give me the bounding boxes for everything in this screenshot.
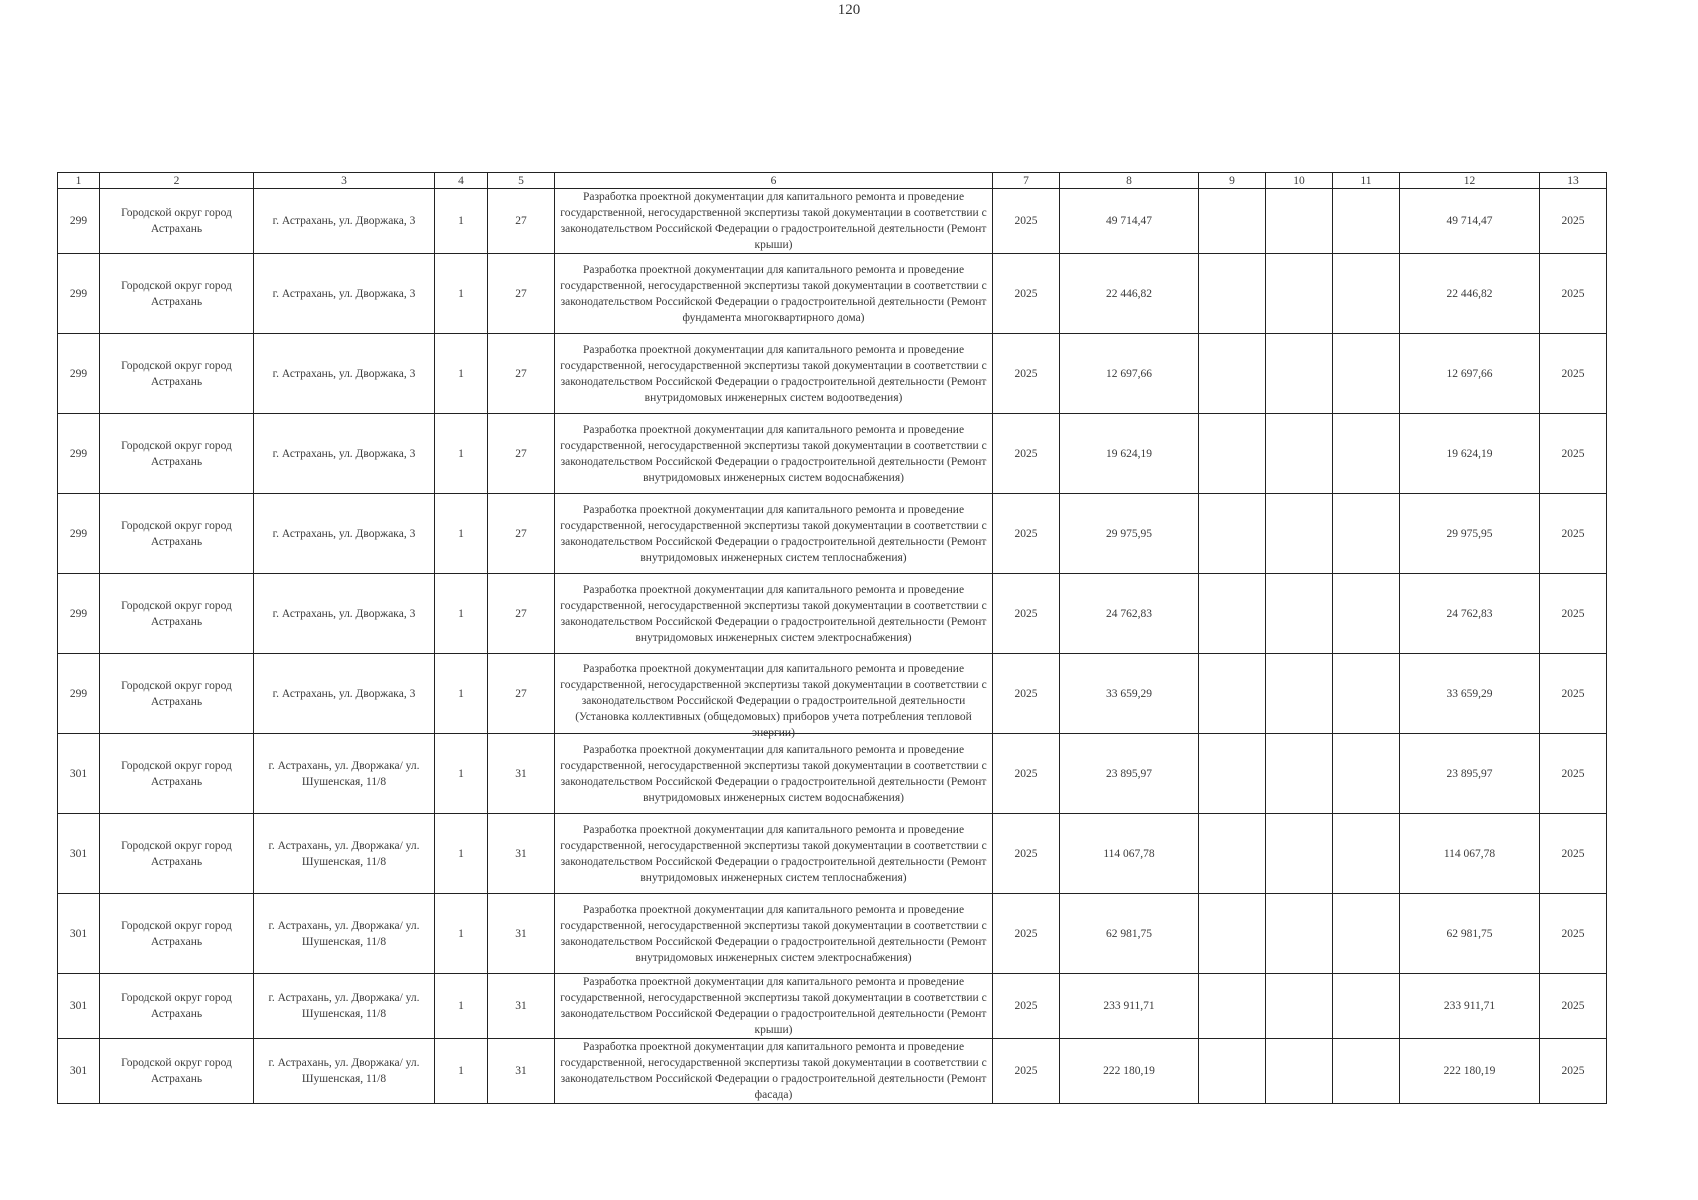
col9-cell	[1199, 254, 1266, 334]
work-description-cell	[555, 334, 993, 414]
municipality-cell: Городской округ город Астрахань	[100, 734, 254, 814]
col11-cell	[1333, 974, 1400, 1039]
col4-cell: 1	[435, 734, 488, 814]
column-header-9: 9	[1199, 173, 1266, 189]
amount-cell: 49 714,47	[1060, 189, 1199, 254]
col10-cell	[1266, 894, 1333, 974]
work-description-text: Разработка проектной документации для капитального ремонта и проведение государственной, негосударственной экспертизы такой документации в соответствии с законодательством Российской Федерации о градостроительной деятельности (Ремонт внутридомовых инженерных систем водоснабжения)	[560, 423, 987, 484]
col9-cell	[1199, 974, 1266, 1039]
address-cell: г. Астрахань, ул. Дворжака/ ул. Шушенская, 11/8	[254, 734, 435, 814]
row-number: 299	[58, 574, 100, 654]
header-row	[58, 173, 1607, 189]
completion-year-cell: 2025	[1540, 654, 1607, 734]
col10-cell	[1266, 734, 1333, 814]
work-description-cell	[555, 414, 993, 494]
address-cell: г. Астрахань, ул. Дворжака, 3	[254, 189, 435, 254]
col5-cell: 31	[488, 974, 555, 1039]
work-description-cell	[555, 494, 993, 574]
col5-cell: 27	[488, 574, 555, 654]
year-cell: 2025	[993, 654, 1060, 734]
col5-cell: 27	[488, 494, 555, 574]
year-cell: 2025	[993, 734, 1060, 814]
col5-cell: 31	[488, 894, 555, 974]
table-row	[58, 654, 1607, 734]
col11-cell	[1333, 414, 1400, 494]
municipality-cell: Городской округ город Астрахань	[100, 494, 254, 574]
year-cell: 2025	[993, 814, 1060, 894]
col4-cell: 1	[435, 189, 488, 254]
col9-cell	[1199, 1039, 1266, 1104]
completion-year-cell: 2025	[1540, 814, 1607, 894]
column-header-10: 10	[1266, 173, 1333, 189]
work-description-text: Разработка проектной документации для капитального ремонта и проведение государственной, негосударственной экспертизы такой документации в соответствии с законодательством Российской Федерации о градостроительной деятельности (Ремонт внутридомовых инженерных систем водоснабжения)	[560, 743, 987, 804]
total-cell: 222 180,19	[1400, 1039, 1540, 1104]
year-cell: 2025	[993, 189, 1060, 254]
work-description-cell	[555, 654, 993, 739]
column-header-11: 11	[1333, 173, 1400, 189]
table-row	[58, 254, 1607, 334]
row-number: 299	[58, 254, 100, 334]
row-number: 299	[58, 334, 100, 414]
amount-cell: 33 659,29	[1060, 654, 1199, 734]
year-cell: 2025	[993, 414, 1060, 494]
col5-cell: 31	[488, 734, 555, 814]
year-cell: 2025	[993, 494, 1060, 574]
col4-cell: 1	[435, 414, 488, 494]
completion-year-cell: 2025	[1540, 1039, 1607, 1104]
col9-cell	[1199, 189, 1266, 254]
work-description-text: Разработка проектной документации для капитального ремонта и проведение государственной, негосударственной экспертизы такой документации в соответствии с законодательством Российской Федерации о градостроительной деятельности (Ремонт внутридомовых инженерных систем электроснабжения)	[560, 903, 987, 964]
work-description-text: Разработка проектной документации для капитального ремонта и проведение государственной, негосударственной экспертизы такой документации в соответствии с законодательством Российской Федерации о градостроительной деятельности (Ремонт внутридомовых инженерных систем теплоснабжения)	[560, 503, 987, 564]
total-cell: 22 446,82	[1400, 254, 1540, 334]
table-row	[58, 574, 1607, 654]
col10-cell	[1266, 814, 1333, 894]
col11-cell	[1333, 574, 1400, 654]
work-description-cell	[555, 189, 993, 254]
total-cell: 62 981,75	[1400, 894, 1540, 974]
row-number: 301	[58, 814, 100, 894]
col11-cell	[1333, 1039, 1400, 1104]
col5-cell: 27	[488, 334, 555, 414]
completion-year-cell: 2025	[1540, 894, 1607, 974]
table-row	[58, 189, 1607, 254]
col9-cell	[1199, 814, 1266, 894]
year-cell: 2025	[993, 1039, 1060, 1104]
column-header-6: 6	[555, 173, 993, 189]
table-row	[58, 974, 1607, 1039]
address-cell: г. Астрахань, ул. Дворжака/ ул. Шушенская, 11/8	[254, 1039, 435, 1104]
row-number: 301	[58, 1039, 100, 1104]
col10-cell	[1266, 574, 1333, 654]
total-cell: 33 659,29	[1400, 654, 1540, 734]
municipality-cell: Городской округ город Астрахань	[100, 974, 254, 1039]
municipality-cell: Городской округ город Астрахань	[100, 1039, 254, 1104]
col5-cell: 27	[488, 414, 555, 494]
col9-cell	[1199, 734, 1266, 814]
address-cell: г. Астрахань, ул. Дворжака/ ул. Шушенская, 11/8	[254, 814, 435, 894]
col11-cell	[1333, 654, 1400, 734]
completion-year-cell: 2025	[1540, 574, 1607, 654]
column-header-8: 8	[1060, 173, 1199, 189]
col4-cell: 1	[435, 894, 488, 974]
col9-cell	[1199, 494, 1266, 574]
col4-cell: 1	[435, 334, 488, 414]
column-header-12: 12	[1400, 173, 1540, 189]
col10-cell	[1266, 334, 1333, 414]
total-cell: 29 975,95	[1400, 494, 1540, 574]
row-number: 299	[58, 494, 100, 574]
col10-cell	[1266, 1039, 1333, 1104]
work-description-cell	[555, 814, 993, 894]
work-description-text: Разработка проектной документации для капитального ремонта и проведение государственной, негосударственной экспертизы такой документации в соответствии с законодательством Российской Федерации о градостроительной деятельности (Ремонт крыши)	[560, 976, 987, 1036]
address-cell: г. Астрахань, ул. Дворжака, 3	[254, 414, 435, 494]
year-cell: 2025	[993, 974, 1060, 1039]
capital-repair-table	[57, 172, 1607, 1104]
col5-cell: 31	[488, 814, 555, 894]
page-number: 120	[837, 2, 861, 18]
col10-cell	[1266, 494, 1333, 574]
col10-cell	[1266, 189, 1333, 254]
address-cell: г. Астрахань, ул. Дворжака, 3	[254, 254, 435, 334]
amount-cell: 29 975,95	[1060, 494, 1199, 574]
address-cell: г. Астрахань, ул. Дворжака, 3	[254, 334, 435, 414]
column-header-13: 13	[1540, 173, 1607, 189]
total-cell: 12 697,66	[1400, 334, 1540, 414]
work-description-text: Разработка проектной документации для капитального ремонта и проведение государственной, негосударственной экспертизы такой документации в соответствии с законодательством Российской Федерации о градостроительной деятельности (Ремонт фасада)	[560, 1041, 987, 1101]
col4-cell: 1	[435, 494, 488, 574]
completion-year-cell: 2025	[1540, 494, 1607, 574]
column-header-1: 1	[58, 173, 100, 189]
municipality-cell: Городской округ город Астрахань	[100, 189, 254, 254]
amount-cell: 62 981,75	[1060, 894, 1199, 974]
work-description-cell	[555, 254, 993, 334]
row-number: 301	[58, 974, 100, 1039]
year-cell: 2025	[993, 254, 1060, 334]
col5-cell: 27	[488, 654, 555, 734]
municipality-cell: Городской округ город Астрахань	[100, 894, 254, 974]
completion-year-cell: 2025	[1540, 189, 1607, 254]
col4-cell: 1	[435, 814, 488, 894]
address-cell: г. Астрахань, ул. Дворжака, 3	[254, 494, 435, 574]
col9-cell	[1199, 414, 1266, 494]
col11-cell	[1333, 814, 1400, 894]
amount-cell: 12 697,66	[1060, 334, 1199, 414]
column-header-4: 4	[435, 173, 488, 189]
col11-cell	[1333, 189, 1400, 254]
col4-cell: 1	[435, 1039, 488, 1104]
work-description-cell	[555, 734, 993, 814]
col11-cell	[1333, 494, 1400, 574]
completion-year-cell: 2025	[1540, 734, 1607, 814]
completion-year-cell: 2025	[1540, 414, 1607, 494]
table-row	[58, 814, 1607, 894]
col9-cell	[1199, 574, 1266, 654]
col10-cell	[1266, 254, 1333, 334]
col5-cell: 31	[488, 1039, 555, 1104]
year-cell: 2025	[993, 894, 1060, 974]
total-cell: 49 714,47	[1400, 189, 1540, 254]
table-body	[58, 189, 1607, 1104]
row-number: 299	[58, 414, 100, 494]
work-description-cell	[555, 1039, 993, 1104]
row-number: 299	[58, 189, 100, 254]
col4-cell: 1	[435, 974, 488, 1039]
col11-cell	[1333, 334, 1400, 414]
col5-cell: 27	[488, 189, 555, 254]
municipality-cell: Городской округ город Астрахань	[100, 654, 254, 734]
column-header-7: 7	[993, 173, 1060, 189]
address-cell: г. Астрахань, ул. Дворжака, 3	[254, 574, 435, 654]
col11-cell	[1333, 894, 1400, 974]
work-description-text: Разработка проектной документации для капитального ремонта и проведение государственной, негосударственной экспертизы такой документации в соответствии с законодательством Российской Федерации о градостроительной деятельности (Ремонт фундамента многоквартирного дома)	[560, 263, 987, 324]
amount-cell: 222 180,19	[1060, 1039, 1199, 1104]
completion-year-cell: 2025	[1540, 254, 1607, 334]
total-cell: 23 895,97	[1400, 734, 1540, 814]
completion-year-cell: 2025	[1540, 334, 1607, 414]
work-description-text: Разработка проектной документации для капитального ремонта и проведение государственной, негосударственной экспертизы такой документации в соответствии с законодательством Российской Федерации о градостроительной деятельности (Ремонт внутридомовых инженерных систем водоотведения)	[560, 343, 987, 404]
col4-cell: 1	[435, 654, 488, 734]
municipality-cell: Городской округ город Астрахань	[100, 814, 254, 894]
amount-cell: 233 911,71	[1060, 974, 1199, 1039]
total-cell: 24 762,83	[1400, 574, 1540, 654]
amount-cell: 23 895,97	[1060, 734, 1199, 814]
col10-cell	[1266, 974, 1333, 1039]
col9-cell	[1199, 894, 1266, 974]
total-cell: 19 624,19	[1400, 414, 1540, 494]
table-row	[58, 334, 1607, 414]
col10-cell	[1266, 414, 1333, 494]
col4-cell: 1	[435, 574, 488, 654]
col4-cell: 1	[435, 254, 488, 334]
amount-cell: 22 446,82	[1060, 254, 1199, 334]
total-cell: 114 067,78	[1400, 814, 1540, 894]
table-row	[58, 734, 1607, 814]
column-header-2: 2	[100, 173, 254, 189]
row-number: 301	[58, 734, 100, 814]
table-row	[58, 894, 1607, 974]
work-description-cell	[555, 894, 993, 974]
municipality-cell: Городской округ город Астрахань	[100, 414, 254, 494]
amount-cell: 19 624,19	[1060, 414, 1199, 494]
col9-cell	[1199, 654, 1266, 734]
row-number: 299	[58, 654, 100, 734]
col10-cell	[1266, 654, 1333, 734]
col9-cell	[1199, 334, 1266, 414]
address-cell: г. Астрахань, ул. Дворжака, 3	[254, 654, 435, 734]
row-number: 301	[58, 894, 100, 974]
col11-cell	[1333, 254, 1400, 334]
work-description-text: Разработка проектной документации для капитального ремонта и проведение государственной, негосударственной экспертизы такой документации в соответствии с законодательством Российской Федерации о градостроительной деятельности (Ремонт внутридомовых инженерных систем теплоснабжения)	[560, 823, 987, 884]
year-cell: 2025	[993, 334, 1060, 414]
table-row	[58, 494, 1607, 574]
total-cell: 233 911,71	[1400, 974, 1540, 1039]
work-description-cell	[555, 974, 993, 1039]
table-row	[58, 1039, 1607, 1104]
table-row	[58, 414, 1607, 494]
address-cell: г. Астрахань, ул. Дворжака/ ул. Шушенская, 11/8	[254, 974, 435, 1039]
column-header-3: 3	[254, 173, 435, 189]
amount-cell: 114 067,78	[1060, 814, 1199, 894]
work-description-cell	[555, 574, 993, 654]
municipality-cell: Городской округ город Астрахань	[100, 574, 254, 654]
column-header-5: 5	[488, 173, 555, 189]
work-description-text: Разработка проектной документации для капитального ремонта и проведение государственной, негосударственной экспертизы такой документации в соответствии с законодательством Российской Федерации о градостроительной деятельности (Ремонт крыши)	[560, 191, 987, 251]
municipality-cell: Городской округ город Астрахань	[100, 254, 254, 334]
col11-cell	[1333, 734, 1400, 814]
work-description-text: Разработка проектной документации для капитального ремонта и проведение государственной, негосударственной экспертизы такой документации в соответствии с законодательством Российской Федерации о градостроительной деятельности (Ремонт внутридомовых инженерных систем электроснабжения)	[560, 583, 987, 644]
year-cell: 2025	[993, 574, 1060, 654]
municipality-cell: Городской округ город Астрахань	[100, 334, 254, 414]
work-description-text: Разработка проектной документации для капитального ремонта и проведение государственной, негосударственной экспертизы такой документации в соответствии с законодательством Российской Федерации о градостроительной деятельности (Установка коллективных (общедомовых) приборов учета потребления тепловой энергии)	[560, 662, 987, 739]
col5-cell: 27	[488, 254, 555, 334]
completion-year-cell: 2025	[1540, 974, 1607, 1039]
address-cell: г. Астрахань, ул. Дворжака/ ул. Шушенская, 11/8	[254, 894, 435, 974]
amount-cell: 24 762,83	[1060, 574, 1199, 654]
